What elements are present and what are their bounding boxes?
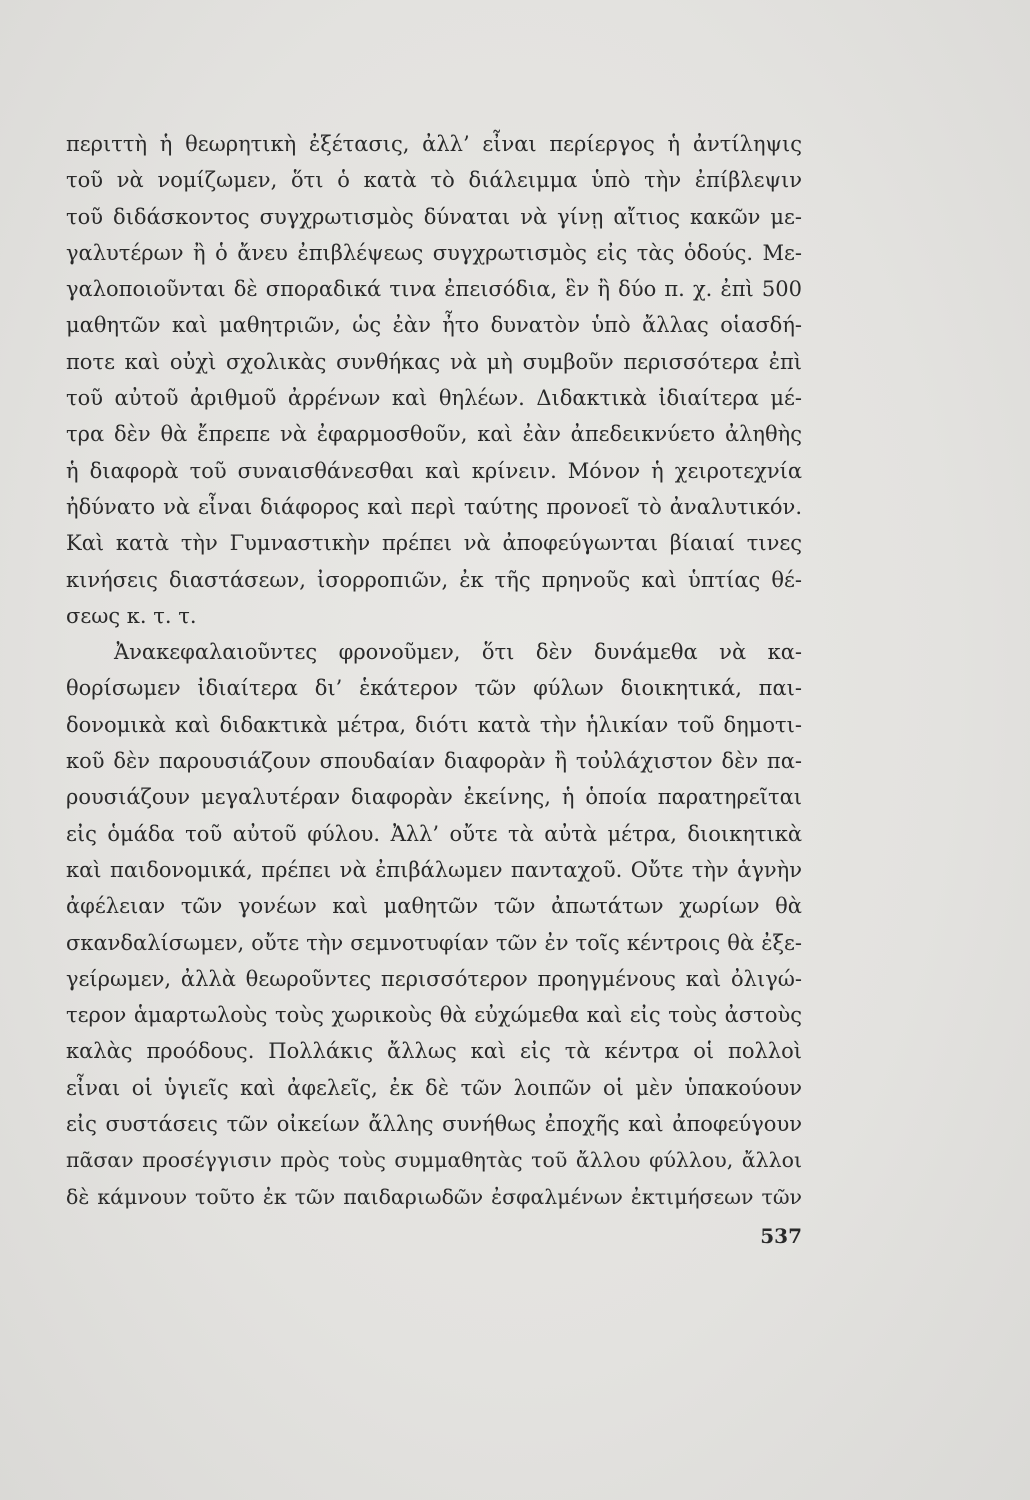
paragraph-start-line: Ἀνακεφαλαιοῦντες φρονοῦμεν, ὅτι δὲν δυνάμεθα νὰ κα- [114, 640, 802, 665]
text-line: κινήσεις διαστάσεων, ἰσορροπιῶν, ἐκ τῆς πρηνοῦς καὶ ὑπτίας θέ- [66, 567, 802, 592]
text-line: γαλοποιοῦνται δὲ σποραδικά τινα ἐπεισόδια, ἓν ἢ δύο π. χ. ἐπὶ 500 [66, 277, 802, 302]
text-line: τρα δὲν θὰ ἔπρεπε νὰ ἐφαρμοσθοῦν, καὶ ἐὰν ἀπεδεικνύετο ἀληθὴς [66, 422, 802, 447]
text-line: δονομικὰ καὶ διδακτικὰ μέτρα, διότι κατὰ τὴν ἡλικίαν τοῦ δημοτι- [66, 712, 802, 737]
text-line: καλὰς προόδους. Πολλάκις ἄλλως καὶ εἰς τὰ κέντρα οἱ πολλοὶ [66, 1039, 802, 1064]
text-line: δὲ κάμνουν τοῦτο ἐκ τῶν παιδαριωδῶν ἐσφαλμένων ἐκτιμήσεων τῶν [66, 1184, 802, 1209]
text-line: ἀφέλειαν τῶν γονέων καὶ μαθητῶν τῶν ἀπωτάτων χωρίων θὰ [66, 894, 802, 919]
text-line: σκανδαλίσωμεν, οὔτε τὴν σεμνοτυφίαν τῶν ἐν τοῖς κέντροις θὰ ἐξε- [66, 930, 802, 955]
text-line: τοῦ αὐτοῦ ἀριθμοῦ ἀρρένων καὶ θηλέων. Διδακτικὰ ἰδιαίτερα μέ- [66, 386, 802, 411]
text-line: εἰς συστάσεις τῶν οἰκείων ἄλλης συνήθως ἐποχῆς καὶ ἀποφεύγουν [66, 1112, 802, 1137]
text-line: τερον ἁμαρτωλοὺς τοὺς χωρικοὺς θὰ εὐχώμεθα καὶ εἰς τοὺς ἀστοὺς [66, 1003, 802, 1028]
text-line: καὶ παιδονομικά, πρέπει νὰ ἐπιβάλωμεν πανταχοῦ. Οὔτε τὴν ἁγνὴν [66, 857, 802, 882]
text-line: θορίσωμεν ἰδιαίτερα δι’ ἑκάτερον τῶν φύλων διοικητικά, παι- [66, 676, 802, 701]
text-line: σεως κ. τ. τ. [66, 603, 197, 628]
body-text [66, 126, 802, 1215]
text-line: ρουσιάζουν μεγαλυτέραν διαφορὰν ἐκείνης, ἡ ὁποία παρατηρεῖται [66, 785, 802, 810]
text-line: ποτε καὶ οὐχὶ σχολικὰς συνθήκας νὰ μὴ συμβοῦν περισσότερα ἐπὶ [66, 349, 802, 374]
page-number: 537 [760, 1224, 802, 1248]
text-line: Καὶ κατὰ τὴν Γυμναστικὴν πρέπει νὰ ἀποφεύγωνται βίαιαί τινες [66, 531, 802, 556]
text-line: ἠδύνατο νὰ εἶναι διάφορος καὶ περὶ ταύτης προνοεῖ τὸ ἀναλυτικόν. [66, 494, 802, 519]
text-line: εἰς ὁμάδα τοῦ αὐτοῦ φύλου. Ἀλλ’ οὔτε τὰ αὐτὰ μέτρα, διοικητικὰ [66, 821, 802, 846]
text-line: ἡ διαφορὰ τοῦ συναισθάνεσθαι καὶ κρίνειν. Μόνον ἡ χειροτεχνία [66, 458, 802, 483]
text-line: τοῦ νὰ νομίζωμεν, ὅτι ὁ κατὰ τὸ διάλειμμα ὑπὸ τὴν ἐπίβλεψιν [66, 168, 802, 193]
text-line: κοῦ δὲν παρουσιάζουν σπουδαίαν διαφορὰν ἢ τοὐλάχιστον δὲν πα- [66, 749, 802, 774]
text-line: γαλυτέρων ἢ ὁ ἄνευ ἐπιβλέψεως συγχρωτισμὸς εἰς τὰς ὁδούς. Με- [66, 240, 802, 265]
text-line: τοῦ διδάσκοντος συγχρωτισμὸς δύναται νὰ γίνῃ αἴτιος κακῶν με- [66, 204, 802, 229]
text-line: γείρωμεν, ἀλλὰ θεωροῦντες περισσότερον προηγμένους καὶ ὀλιγώ- [66, 966, 802, 991]
text-line: μαθητῶν καὶ μαθητριῶν, ὡς ἐὰν ἦτο δυνατὸν ὑπὸ ἄλλας οἱασδή- [66, 313, 802, 338]
text-line: εἶναι οἱ ὑγιεῖς καὶ ἀφελεῖς, ἐκ δὲ τῶν λοιπῶν οἱ μὲν ὑπακούουν [66, 1075, 802, 1100]
text-line: περιττὴ ἡ θεωρητικὴ ἐξέτασις, ἀλλ’ εἶναι περίεργος ἡ ἀντίληψις [66, 132, 802, 156]
text-line: πᾶσαν προσέγγισιν πρὸς τοὺς συμμαθητὰς τοῦ ἄλλου φύλλου, ἄλλοι [66, 1148, 802, 1173]
